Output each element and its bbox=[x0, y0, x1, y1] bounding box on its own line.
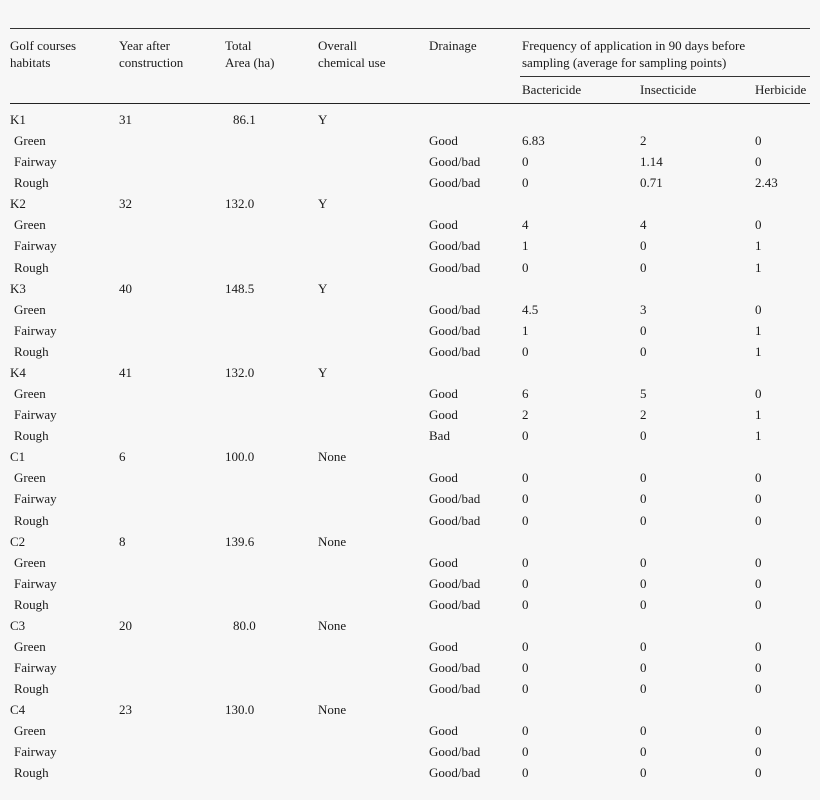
drainage-value: Good/bad bbox=[429, 660, 481, 675]
herbicide-value: 2.43 bbox=[755, 175, 778, 190]
insecticide-value: 0 bbox=[640, 470, 647, 485]
drainage-value: Good/bad bbox=[429, 744, 481, 759]
herbicide-value: 0 bbox=[755, 302, 762, 317]
habitat-name: Green bbox=[14, 302, 46, 317]
header-year: Year after construction bbox=[119, 38, 184, 70]
drainage-value: Good/bad bbox=[429, 238, 481, 253]
drainage-value: Good/bad bbox=[429, 513, 481, 528]
year-after-construction: 32 bbox=[119, 196, 132, 211]
total-area: 139.6 bbox=[225, 534, 255, 549]
habitat-name: Rough bbox=[14, 513, 49, 528]
herbicide-value: 0 bbox=[755, 555, 762, 570]
bactericide-value: 0 bbox=[522, 513, 529, 528]
bactericide-value: 0 bbox=[522, 470, 529, 485]
insecticide-value: 2 bbox=[640, 133, 647, 148]
habitat-name: Fairway bbox=[14, 576, 57, 591]
drainage-value: Good/bad bbox=[429, 344, 481, 359]
header-habitat: Golf courses habitats bbox=[10, 38, 77, 70]
year-after-construction: 20 bbox=[119, 618, 132, 633]
chemical-use: None bbox=[318, 618, 347, 633]
insecticide-value: 1.14 bbox=[640, 154, 663, 169]
bactericide-value: 4.5 bbox=[522, 302, 539, 317]
habitat-name: Rough bbox=[14, 344, 49, 359]
total-area: 86.1 bbox=[233, 112, 256, 127]
bactericide-value: 6 bbox=[522, 386, 529, 401]
course-name: C2 bbox=[10, 534, 26, 549]
bactericide-value: 0 bbox=[522, 576, 529, 591]
year-after-construction: 6 bbox=[119, 449, 126, 464]
course-name: K4 bbox=[10, 365, 26, 380]
drainage-value: Good/bad bbox=[429, 323, 481, 338]
habitat-name: Fairway bbox=[14, 744, 57, 759]
course-name: K3 bbox=[10, 281, 26, 296]
bactericide-value: 0 bbox=[522, 660, 529, 675]
habitat-name: Fairway bbox=[14, 238, 57, 253]
bactericide-value: 0 bbox=[522, 597, 529, 612]
drainage-value: Good/bad bbox=[429, 597, 481, 612]
bactericide-value: 0 bbox=[522, 175, 529, 190]
insecticide-value: 0 bbox=[640, 344, 647, 359]
header-herbicide: Herbicide bbox=[755, 82, 807, 97]
course-name: K2 bbox=[10, 196, 26, 211]
drainage-value: Good bbox=[429, 386, 458, 401]
total-area: 132.0 bbox=[225, 196, 255, 211]
header-chemical: Overall chemical use bbox=[318, 38, 386, 70]
header-frequency: Frequency of application in 90 days before sampling (average for sampling points) bbox=[522, 38, 746, 70]
insecticide-value: 0 bbox=[640, 491, 647, 506]
drainage-value: Good bbox=[429, 723, 458, 738]
header-drainage: Drainage bbox=[429, 38, 477, 53]
herbicide-value: 0 bbox=[755, 133, 762, 148]
habitat-name: Fairway bbox=[14, 154, 57, 169]
habitat-name: Green bbox=[14, 723, 46, 738]
habitat-name: Green bbox=[14, 133, 46, 148]
header-area: Total Area (ha) bbox=[225, 38, 275, 70]
total-area: 100.0 bbox=[225, 449, 255, 464]
insecticide-value: 0 bbox=[640, 555, 647, 570]
chemical-use: None bbox=[318, 702, 347, 717]
herbicide-value: 0 bbox=[755, 470, 762, 485]
table-top-rule bbox=[10, 28, 810, 29]
habitat-name: Green bbox=[14, 470, 46, 485]
year-after-construction: 8 bbox=[119, 534, 126, 549]
drainage-value: Good/bad bbox=[429, 175, 481, 190]
herbicide-value: 1 bbox=[755, 428, 762, 443]
insecticide-value: 3 bbox=[640, 302, 647, 317]
chemical-use: None bbox=[318, 534, 347, 549]
herbicide-value: 1 bbox=[755, 260, 762, 275]
drainage-value: Bad bbox=[429, 428, 450, 443]
herbicide-value: 1 bbox=[755, 238, 762, 253]
year-after-construction: 31 bbox=[119, 112, 132, 127]
herbicide-value: 0 bbox=[755, 744, 762, 759]
drainage-value: Good bbox=[429, 555, 458, 570]
drainage-value: Good bbox=[429, 639, 458, 654]
insecticide-value: 0 bbox=[640, 260, 647, 275]
chemical-use: None bbox=[318, 449, 347, 464]
habitat-name: Rough bbox=[14, 260, 49, 275]
insecticide-value: 0 bbox=[640, 576, 647, 591]
drainage-value: Good/bad bbox=[429, 681, 481, 696]
herbicide-value: 0 bbox=[755, 723, 762, 738]
bactericide-value: 0 bbox=[522, 639, 529, 654]
total-area: 132.0 bbox=[225, 365, 255, 380]
insecticide-value: 0.71 bbox=[640, 175, 663, 190]
year-after-construction: 41 bbox=[119, 365, 132, 380]
herbicide-value: 1 bbox=[755, 323, 762, 338]
chemical-use: Y bbox=[318, 196, 328, 211]
bactericide-value: 1 bbox=[522, 323, 529, 338]
total-area: 148.5 bbox=[225, 281, 255, 296]
bactericide-value: 0 bbox=[522, 744, 529, 759]
course-name: K1 bbox=[10, 112, 26, 127]
insecticide-value: 0 bbox=[640, 323, 647, 338]
habitat-name: Fairway bbox=[14, 323, 57, 338]
drainage-value: Good bbox=[429, 133, 458, 148]
course-name: C1 bbox=[10, 449, 26, 464]
herbicide-value: 0 bbox=[755, 576, 762, 591]
bactericide-value: 0 bbox=[522, 681, 529, 696]
total-area: 80.0 bbox=[233, 618, 256, 633]
insecticide-value: 0 bbox=[640, 660, 647, 675]
chemical-use: Y bbox=[318, 112, 328, 127]
herbicide-value: 0 bbox=[755, 386, 762, 401]
insecticide-value: 0 bbox=[640, 639, 647, 654]
habitat-name: Rough bbox=[14, 175, 49, 190]
herbicide-value: 0 bbox=[755, 765, 762, 780]
bactericide-value: 0 bbox=[522, 428, 529, 443]
bactericide-value: 2 bbox=[522, 407, 529, 422]
year-after-construction: 23 bbox=[119, 702, 132, 717]
insecticide-value: 0 bbox=[640, 681, 647, 696]
habitat-name: Rough bbox=[14, 597, 49, 612]
insecticide-value: 0 bbox=[640, 744, 647, 759]
herbicide-value: 1 bbox=[755, 407, 762, 422]
habitat-name: Rough bbox=[14, 681, 49, 696]
drainage-value: Good/bad bbox=[429, 491, 481, 506]
insecticide-value: 0 bbox=[640, 765, 647, 780]
drainage-value: Good/bad bbox=[429, 302, 481, 317]
bactericide-value: 6.83 bbox=[522, 133, 545, 148]
herbicide-value: 0 bbox=[755, 597, 762, 612]
habitat-name: Green bbox=[14, 555, 46, 570]
herbicide-value: 0 bbox=[755, 217, 762, 232]
herbicide-value: 0 bbox=[755, 639, 762, 654]
bactericide-value: 0 bbox=[522, 154, 529, 169]
insecticide-value: 4 bbox=[640, 217, 647, 232]
bactericide-value: 0 bbox=[522, 491, 529, 506]
header-insecticide: Insecticide bbox=[640, 82, 697, 97]
habitat-name: Green bbox=[14, 386, 46, 401]
course-name: C4 bbox=[10, 702, 26, 717]
herbicide-value: 1 bbox=[755, 344, 762, 359]
drainage-value: Good/bad bbox=[429, 154, 481, 169]
drainage-value: Good/bad bbox=[429, 260, 481, 275]
bactericide-value: 1 bbox=[522, 238, 529, 253]
bactericide-value: 4 bbox=[522, 217, 529, 232]
bactericide-value: 0 bbox=[522, 765, 529, 780]
herbicide-value: 0 bbox=[755, 154, 762, 169]
habitat-name: Green bbox=[14, 639, 46, 654]
herbicide-value: 0 bbox=[755, 513, 762, 528]
drainage-value: Good/bad bbox=[429, 765, 481, 780]
insecticide-value: 0 bbox=[640, 597, 647, 612]
habitat-name: Fairway bbox=[14, 407, 57, 422]
habitat-name: Rough bbox=[14, 765, 49, 780]
herbicide-value: 0 bbox=[755, 681, 762, 696]
course-name: C3 bbox=[10, 618, 26, 633]
bactericide-value: 0 bbox=[522, 723, 529, 738]
insecticide-value: 0 bbox=[640, 723, 647, 738]
chemical-use: Y bbox=[318, 365, 328, 380]
subheader-rule bbox=[520, 76, 810, 77]
drainage-value: Good bbox=[429, 407, 458, 422]
habitat-name: Green bbox=[14, 217, 46, 232]
insecticide-value: 5 bbox=[640, 386, 647, 401]
drainage-value: Good/bad bbox=[429, 576, 481, 591]
header-bactericide: Bactericide bbox=[522, 82, 582, 97]
total-area: 130.0 bbox=[225, 702, 255, 717]
insecticide-value: 0 bbox=[640, 428, 647, 443]
drainage-value: Good bbox=[429, 217, 458, 232]
year-after-construction: 40 bbox=[119, 281, 132, 296]
bactericide-value: 0 bbox=[522, 555, 529, 570]
drainage-value: Good bbox=[429, 470, 458, 485]
chemical-use: Y bbox=[318, 281, 328, 296]
header-bottom-rule bbox=[10, 103, 810, 104]
habitat-name: Rough bbox=[14, 428, 49, 443]
bactericide-value: 0 bbox=[522, 260, 529, 275]
herbicide-value: 0 bbox=[755, 660, 762, 675]
bactericide-value: 0 bbox=[522, 344, 529, 359]
insecticide-value: 0 bbox=[640, 513, 647, 528]
habitat-name: Fairway bbox=[14, 491, 57, 506]
insecticide-value: 0 bbox=[640, 238, 647, 253]
insecticide-value: 2 bbox=[640, 407, 647, 422]
herbicide-value: 0 bbox=[755, 491, 762, 506]
habitat-name: Fairway bbox=[14, 660, 57, 675]
